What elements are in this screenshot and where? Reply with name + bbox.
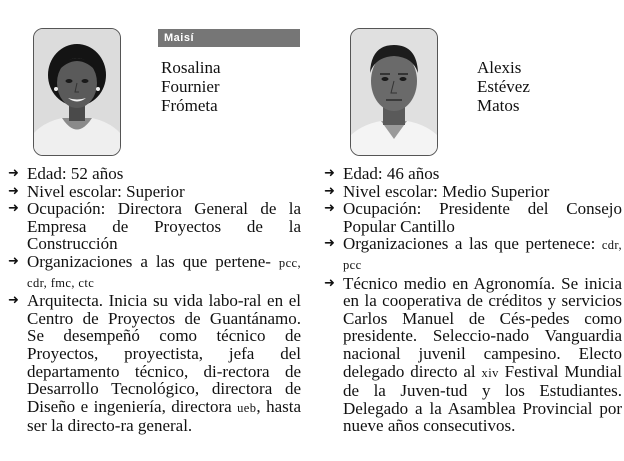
detail-age: ➜ Edad: 52 años xyxy=(8,164,124,183)
detail-biography: ➜ Arquitecta. Inicia su vida labo-ral en el Centro de Proyectos de Guantánamo. Se desempeñó como técnico de Proyectos, proyectista, jefa del departamento técnico, di-rectora de Desarrollo Tecnológico, directora de Diseño e ingeniería, directora ueb, hasta ser la directo-ra general. xyxy=(8,291,302,436)
name-line: Matos xyxy=(477,96,520,115)
name-line: Frómeta xyxy=(161,96,218,115)
detail-education: ➜ Nivel escolar: Superior xyxy=(8,181,185,201)
arrow-right-icon: ➜ xyxy=(8,253,19,269)
detail-age: ➜ Edad: 46 años xyxy=(324,164,440,183)
detail-organizations: ➜ Organizaciones a las que pertene- pcc, cdr, fmc, ctc xyxy=(8,251,301,290)
arrow-right-icon: ➜ xyxy=(324,275,335,291)
section-label: Maisí xyxy=(158,29,300,47)
candidate-photo xyxy=(350,28,438,156)
candidate-details xyxy=(324,165,622,435)
arrow-right-icon: ➜ xyxy=(8,183,19,199)
name-line: Rosalina xyxy=(161,58,221,77)
arrow-right-icon: ➜ xyxy=(324,201,335,217)
detail-occupation: ➜ Ocupación: Directora General de la Empresa de Proyectos de la Construcción xyxy=(8,199,301,254)
candidate-name xyxy=(161,58,221,115)
candidate-name xyxy=(477,58,530,115)
arrow-right-icon: ➜ xyxy=(324,236,335,252)
portrait-woman-image xyxy=(34,29,120,155)
name-line: Estévez xyxy=(477,77,530,96)
detail-biography: ➜ Técnico medio en Agronomía. Se inicia en la cooperativa de créditos y servicios Carlos Manuel de Cés-pedes como presidente. Seleccio-nado Vanguardia nacional juvenil campesino. Electo delegado directo al xiv Festival Mundial de la Juven-tud y los Estudiantes. Delegado a la Asamblea Provincial por nueve años consecutivos. xyxy=(324,273,622,436)
detail-occupation: ➜ Ocupación: Presidente del Consejo Popular Cantillo xyxy=(324,199,622,236)
arrow-right-icon: ➜ xyxy=(324,166,335,181)
portrait-man-image xyxy=(351,29,437,155)
candidate-photo xyxy=(33,28,121,156)
arrow-right-icon: ➜ xyxy=(324,183,335,199)
name-line: Fournier xyxy=(161,77,220,96)
arrow-right-icon: ➜ xyxy=(8,166,19,181)
name-line: Alexis xyxy=(477,58,522,77)
detail-organizations: ➜ Organizaciones a las que pertenece: cdr, pcc xyxy=(324,234,622,272)
detail-education: ➜ Nivel escolar: Medio Superior xyxy=(324,181,550,201)
arrow-right-icon: ➜ xyxy=(8,201,19,217)
arrow-right-icon: ➜ xyxy=(8,293,19,309)
candidate-details xyxy=(8,165,301,435)
